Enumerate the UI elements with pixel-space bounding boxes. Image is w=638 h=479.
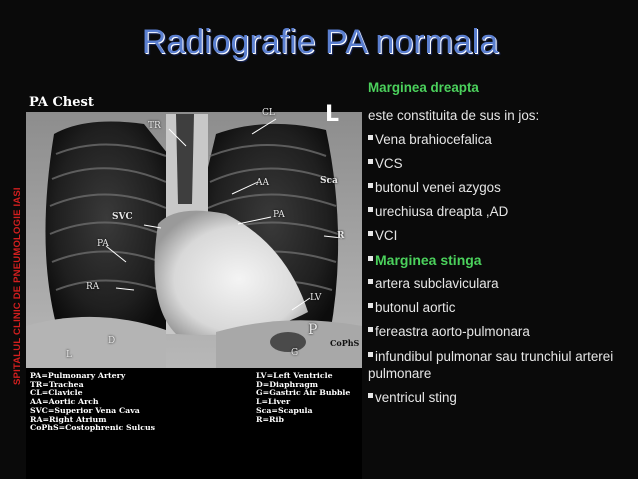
- bullet-icon: [368, 135, 373, 140]
- legend-right: [256, 372, 350, 424]
- list-item: VCI: [368, 228, 633, 244]
- bullet-icon: [368, 256, 373, 261]
- right-border-list: [368, 132, 633, 406]
- bullet-icon: [368, 207, 373, 212]
- label-cl: CL: [262, 108, 275, 118]
- chest-xray-image: [26, 94, 362, 479]
- label-tr: TR: [148, 121, 161, 131]
- label-cophs: CoPhS: [330, 338, 360, 348]
- right-border-intro: este constituita de sus in jos:: [368, 108, 540, 123]
- xray-heading: PA Chest: [29, 95, 94, 110]
- legend-item: R=Rib: [256, 414, 284, 424]
- legend-item: L=Liver: [256, 397, 291, 407]
- list-item: urechiusa dreapta ,AD: [368, 204, 633, 220]
- bullet-icon: [368, 183, 373, 188]
- list-item: VCS: [368, 156, 633, 172]
- left-border-heading: Marginea stinga: [368, 252, 633, 268]
- label-r: R: [337, 231, 345, 241]
- label-l: L: [66, 350, 72, 360]
- label-pa-right: PA: [273, 210, 285, 220]
- list-item: Vena brahiocefalica: [368, 132, 633, 148]
- label-pa-left: PA: [97, 239, 109, 249]
- text-panel: [368, 80, 633, 414]
- legend-item: Sca=Scapula: [256, 405, 313, 415]
- bullet-icon: [368, 352, 373, 357]
- label-ra: RA: [86, 282, 100, 292]
- label-lv: LV: [310, 293, 322, 303]
- list-item: infundibul pulmonar sau trunchiul arterei pulmonare: [368, 349, 614, 381]
- xray-legend: [26, 368, 362, 479]
- legend-item: PA=Pulmonary Artery: [30, 371, 126, 380]
- label-g: G: [291, 348, 299, 358]
- legend-item: LV=Left Ventricle: [256, 371, 333, 380]
- bullet-icon: [368, 279, 373, 284]
- legend-item: RA=Right Atrium: [30, 414, 107, 424]
- list-item: butonul aortic: [368, 300, 633, 316]
- slide-title: Radiografie PA normala: [141, 23, 499, 61]
- vertical-caption: SPITALUL CLINIC DE PNEUMOLOGIE IASI: [12, 187, 23, 385]
- label-p: P: [308, 322, 318, 338]
- bullet-icon: [368, 159, 373, 164]
- gastric-air-bubble: [270, 332, 306, 352]
- side-marker-l: L: [325, 102, 340, 127]
- legend-left: [30, 372, 155, 433]
- legend-item: AA=Aortic Arch: [30, 397, 99, 407]
- label-sca: Sca: [320, 176, 338, 186]
- legend-item: CoPhS=Costophrenic Sulcus: [30, 423, 156, 433]
- list-item: butonul venei azygos: [368, 180, 633, 196]
- list-item: ventricul sting: [368, 390, 633, 406]
- label-aa: AA: [256, 178, 269, 188]
- legend-item: TR=Trachea: [30, 379, 84, 389]
- right-border-heading: Marginea dreapta: [368, 80, 479, 95]
- liver-shadow: [26, 317, 166, 368]
- bullet-icon: [368, 231, 373, 236]
- list-item: artera subclaviculara: [368, 276, 633, 292]
- label-svc: SVC: [112, 212, 133, 222]
- legend-item: G=Gastric Air Bubble: [256, 388, 351, 398]
- legend-item: SVC=Superior Vena Cava: [30, 405, 140, 415]
- legend-item: D=Diaphragm: [256, 379, 319, 389]
- list-item: fereastra aorto-pulmonara: [368, 324, 633, 340]
- trachea: [176, 114, 194, 204]
- label-d: D: [108, 336, 116, 346]
- legend-item: CL=Clavicle: [30, 388, 83, 398]
- bullet-icon: [368, 303, 373, 308]
- bullet-icon: [368, 327, 373, 332]
- bullet-icon: [368, 393, 373, 398]
